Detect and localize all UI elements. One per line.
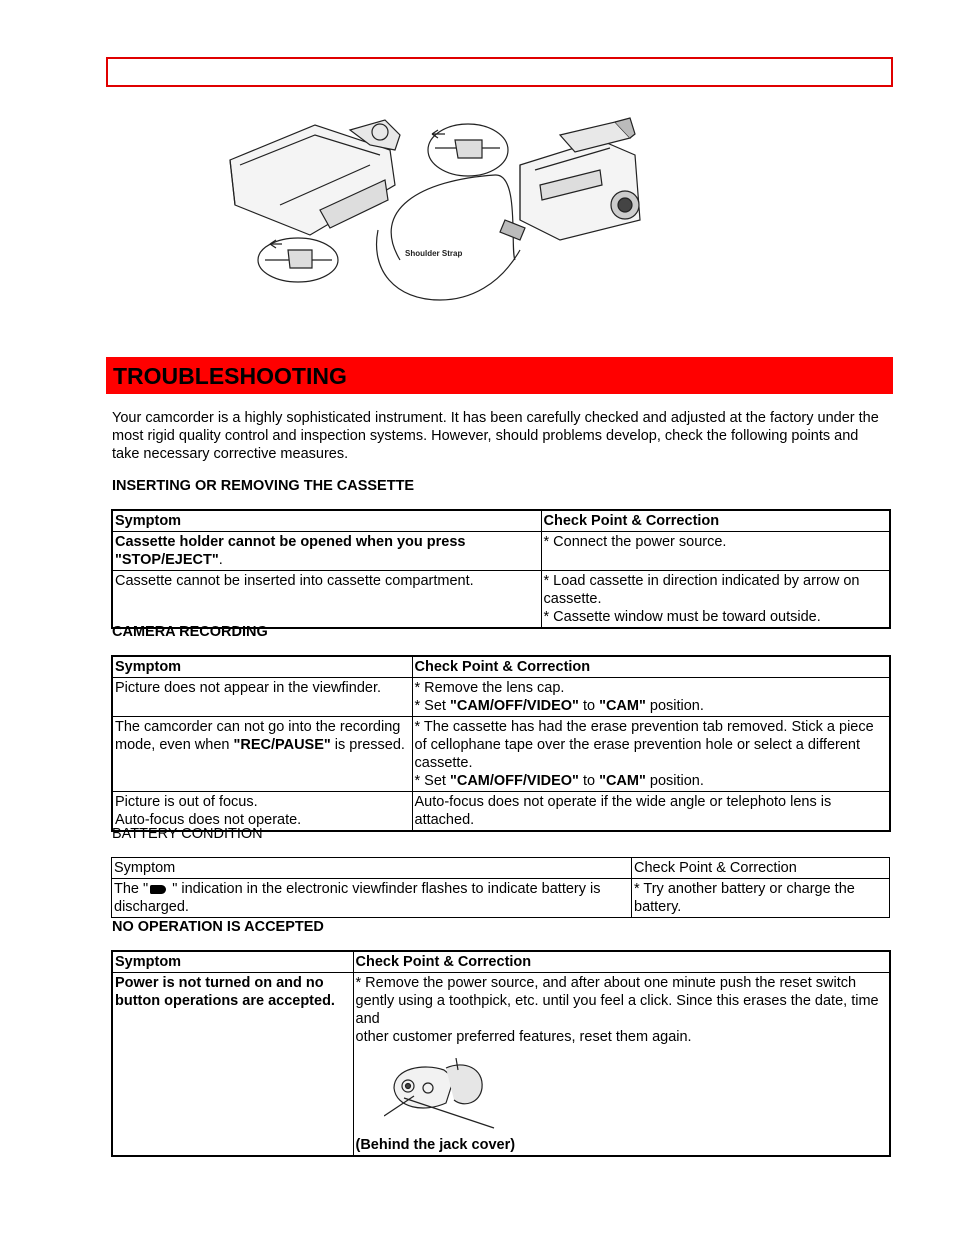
figure-caption: (Behind the jack cover) <box>355 1137 516 1153</box>
check-cell <box>353 973 890 1157</box>
position-value: "CAM" <box>599 698 646 714</box>
table-header-row <box>112 510 890 532</box>
check-cell <box>412 717 890 792</box>
switch-name: "CAM/OFF/VIDEO" <box>449 773 579 789</box>
symptom-cell <box>112 532 541 571</box>
position-suffix: position. <box>645 698 704 714</box>
check-cell <box>412 678 890 717</box>
table-row <box>112 678 890 717</box>
table-row <box>112 571 890 629</box>
table-header-row <box>112 951 890 973</box>
symptom-header: Symptom <box>112 656 412 678</box>
section-title: TROUBLESHOOTING <box>113 363 347 389</box>
position-suffix: position. <box>645 773 704 789</box>
header-frame <box>106 57 893 87</box>
check-header: Check Point & Correction <box>412 656 890 678</box>
shoulder-strap-illustration <box>220 110 660 310</box>
to-word: to <box>578 698 600 714</box>
set-prefix: * Set <box>414 698 450 714</box>
symptom-text: Cassette holder cannot be opened when you press "STOP/EJECT" <box>115 534 466 568</box>
symptom-text: Auto-focus does not operate. <box>115 812 302 828</box>
no-operation-table <box>111 950 891 1157</box>
check-header: Check Point & Correction <box>353 951 890 973</box>
no-operation-heading: NO OPERATION IS ACCEPTED <box>112 919 324 935</box>
rec-pause-label: "REC/PAUSE" <box>233 737 331 753</box>
table-header-row <box>112 858 890 879</box>
switch-name: "CAM/OFF/VIDEO" <box>449 698 579 714</box>
check-header: Check Point & Correction <box>541 510 890 532</box>
symptom-cell <box>112 717 412 792</box>
symptom-text: The " <box>114 881 149 897</box>
position-value: "CAM" <box>599 773 646 789</box>
check-text: other customer preferred features, reset them again. <box>355 1029 692 1045</box>
intro-paragraph: Your camcorder is a highly sophisticated instrument. It has been carefully checked and adjusted at the factory under the most rigid quality control and inspection systems. However, should problems develop, check the following points and take necessary corrective measures. <box>112 410 879 462</box>
check-text <box>415 697 888 715</box>
check-cell <box>541 532 890 571</box>
check-cell <box>541 571 890 629</box>
battery-heading: BATTERY CONDITION <box>112 826 263 842</box>
table-row <box>112 973 890 1157</box>
symptom-tail: . <box>218 552 223 568</box>
camera-table <box>111 655 891 832</box>
symptom-header: Symptom <box>112 510 541 532</box>
check-text: * Cassette window must be toward outside. <box>543 609 821 625</box>
battery-table <box>111 857 890 918</box>
check-text: * Load cassette in direction indicated by arrow on cassette. <box>543 573 860 607</box>
check-text: * Connect the power source. <box>543 534 727 550</box>
to-word: to <box>578 773 600 789</box>
check-cell: Auto-focus does not operate if the wide angle or telephoto lens is attached. <box>412 792 890 832</box>
camera-heading: CAMERA RECORDING <box>112 624 268 640</box>
symptom-cell <box>112 879 632 918</box>
cassette-table <box>111 509 891 629</box>
check-header: Check Point & Correction <box>632 858 890 879</box>
symptom-cell: Cassette cannot be inserted into cassette compartment. <box>112 571 541 629</box>
table-header-row <box>112 656 890 678</box>
reset-switch-illustration <box>384 1058 514 1130</box>
cassette-heading: INSERTING OR REMOVING THE CASSETTE <box>112 478 415 494</box>
check-text: * The cassette has had the erase prevention tab removed. Stick a piece of cellophane tape over the erase prevention hole or select a different cassette. <box>414 719 874 771</box>
symptom-text: The camcorder can not go into the recording mode, even when <box>115 719 401 753</box>
symptom-cell: Power is not turned on and no button operations are accepted. <box>112 973 353 1157</box>
symptom-header: Symptom <box>112 951 353 973</box>
table-row <box>112 532 890 571</box>
table-row <box>112 717 890 792</box>
set-prefix: * Set <box>414 773 450 789</box>
symptom-cell: Picture does not appear in the viewfinder. <box>112 678 412 717</box>
battery-icon <box>150 885 166 894</box>
symptom-tail: is pressed. <box>330 737 405 753</box>
check-cell: * Try another battery or charge the battery. <box>632 879 890 918</box>
symptom-tail: " indication in the electronic viewfinder flashes to indicate battery is discharged. <box>114 881 601 915</box>
symptom-header: Symptom <box>112 858 632 879</box>
table-row <box>112 879 890 918</box>
shoulder-strap-label: Shoulder Strap <box>405 249 463 258</box>
check-text: * Remove the power source, and after about one minute push the reset switch gently using a toothpick, etc. until you feel a click. Since this erases the date, time and <box>355 975 879 1027</box>
check-text <box>415 772 888 790</box>
symptom-text: Picture is out of focus. <box>115 794 258 810</box>
check-text: * Remove the lens cap. <box>414 680 565 696</box>
